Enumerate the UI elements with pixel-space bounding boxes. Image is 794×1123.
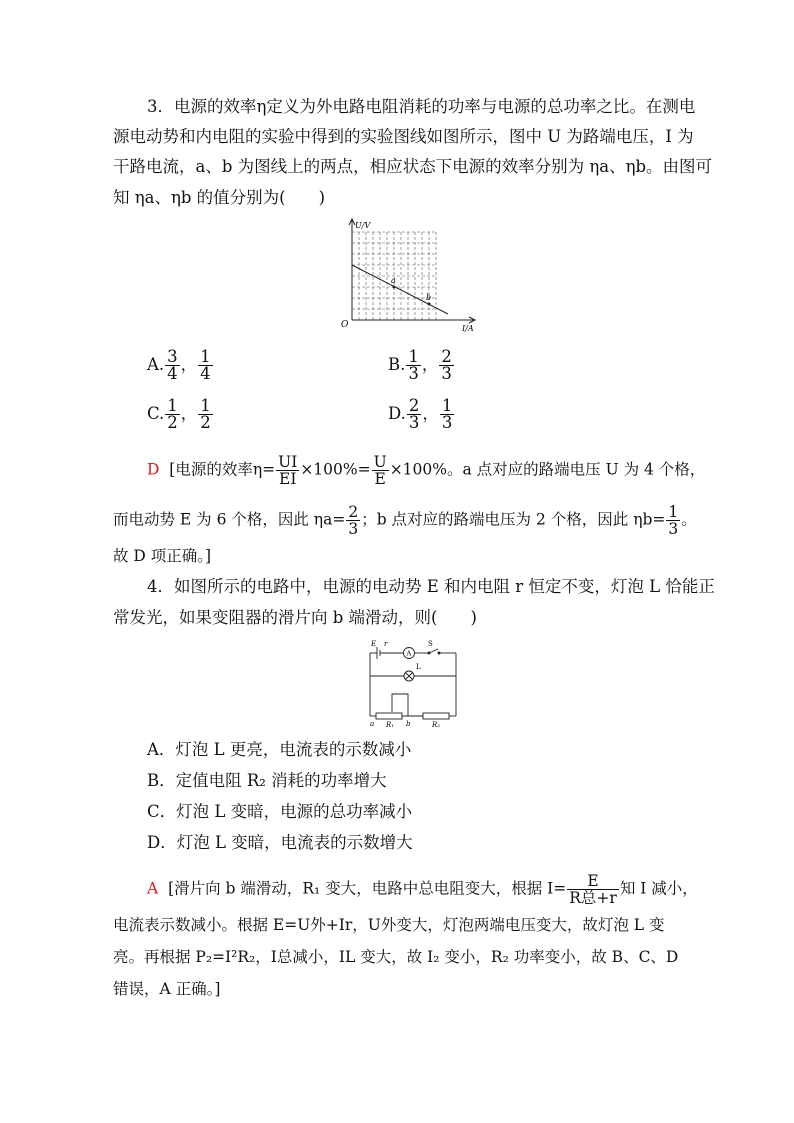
fraction: $\frac{UI}{EI}$: [278, 453, 298, 488]
x-axis-label: I/A: [462, 324, 474, 333]
label-ammeter: A: [406, 649, 412, 658]
ui-line: [352, 265, 448, 314]
fraction: $\frac{3}{4}$: [167, 347, 178, 383]
q3-option-b[interactable]: B. $\frac{1}{3}$ ， $\frac{2}{3}$: [388, 347, 452, 383]
label-e: E: [371, 640, 377, 648]
option-letter: D.: [388, 404, 406, 423]
origin-label: O: [341, 320, 349, 330]
q4-circuit-diagram: [362, 636, 466, 728]
q4-option-d[interactable]: D．灯泡 L 变暗，电流表的示数增大: [147, 833, 413, 852]
fraction: $\frac{E}{\text{R总+r}}$: [569, 872, 617, 907]
q3-stem-line-1: 3．电源的效率η定义为外电路电阻消耗的功率与电源的总功率之比。在测电: [147, 97, 696, 116]
point-a-label: a: [391, 276, 396, 285]
fraction: $\frac{1}{2}$: [167, 396, 178, 432]
q3-stem-line-4: 知 ηa、ηb 的值分别为( ): [113, 188, 326, 207]
fraction: $\frac{1}{3}$: [408, 347, 419, 383]
fraction: $\frac{1}{2}$: [200, 396, 211, 432]
q4-stem-line-1: 4．如图所示的电路中，电源的电动势 E 和内电阻 r 恒定不变，灯泡 L 恰能正: [147, 577, 715, 596]
fraction: $\frac{2}{3}$: [441, 347, 452, 383]
label-l: L: [416, 663, 421, 671]
fraction: $\frac{2}{3}$: [408, 396, 420, 432]
label-r2: R₂: [432, 721, 441, 728]
fraction: $\frac{1}{4}$: [200, 347, 211, 383]
fraction: $\frac{1}{3}$: [441, 396, 453, 432]
option-letter: A.: [147, 355, 165, 374]
q3-stem-line-2: 源电动势和内电阻的实验中得到的实验图线如图所示，图中 U 为路端电压，I 为: [113, 127, 694, 146]
q3-solution-line-1: D [电源的效率η= $\frac{UI}{EI}$ ×100%= $\frac{U}{E}$ ×100%。a 点对应的路端电压 U 为 4 个格，: [147, 453, 706, 488]
fraction: $\frac{1}{3}$: [668, 503, 679, 538]
label-b: b: [406, 720, 411, 728]
q3-option-d[interactable]: D. $\frac{2}{3}$ ， $\frac{1}{3}$: [388, 396, 453, 432]
point-b-label: b: [426, 293, 432, 302]
point-a: [393, 286, 396, 289]
q3-solution-line-2: 而电动势 E 为 6 个格，因此 ηa= $\frac{2}{3}$ ；b 点对应的路端电压为 2 个格，因此 ηb= $\frac{1}{3}$ 。: [113, 503, 697, 538]
fraction: $\frac{U}{E}$: [373, 453, 387, 488]
q3-solution-line-3: 故 D 项正确。]: [113, 547, 212, 565]
q4-solution-line-1: A [滑片向 b 端滑动，R₁ 变大，电路中总电阻变大，根据 I= $\frac{E}{\text{R总+r}}$ 知 I 减小，: [147, 872, 698, 907]
label-r: r: [384, 640, 388, 648]
q4-option-a[interactable]: A．灯泡 L 更亮，电流表的示数减小: [147, 740, 412, 759]
label-r1: R₁: [386, 721, 395, 728]
q4-answer-letter: A: [147, 879, 159, 898]
q4-option-b[interactable]: B．定值电阻 R₂ 消耗的功率增大: [147, 771, 387, 790]
option-letter: B.: [388, 355, 406, 374]
q3-option-a[interactable]: A. $\frac{3}{4}$ ， $\frac{1}{4}$: [147, 347, 211, 383]
switch: [429, 649, 438, 653]
y-axis-label: U/V: [355, 221, 371, 230]
q3-ui-graph: [338, 216, 488, 336]
q3-stem-line-3: 干路电流，a、b 为图线上的两点，相应状态下电源的效率分别为 ηa、ηb。由图可: [113, 157, 713, 176]
rheostat-r1: [376, 713, 402, 719]
q4-solution-line-4: 错误，A 正确。]: [113, 980, 221, 998]
q3-answer-letter: D: [147, 460, 160, 479]
q3-option-c[interactable]: C. $\frac{1}{2}$ ， $\frac{1}{2}$: [147, 396, 211, 432]
point-b: [428, 303, 431, 306]
q4-stem-line-2: 常发光，如果变阻器的滑片向 b 端滑动，则( ): [113, 608, 477, 627]
q4-option-c[interactable]: C．灯泡 L 变暗，电源的总功率减小: [147, 802, 413, 821]
label-a: a: [370, 720, 375, 728]
option-letter: C.: [147, 404, 165, 423]
resistor-r2: [423, 713, 449, 719]
fraction: $\frac{2}{3}$: [348, 503, 359, 538]
label-s: S: [428, 640, 433, 648]
q4-solution-line-3: 亮。再根据 P₂=I²R₂，I总减小，IL 变大，故 I₂ 变小，R₂ 功率变小，故 B、C、D: [113, 948, 679, 966]
q4-solution-line-2: 电流表示数减小。根据 E=U外+Ir，U外变大，灯泡两端电压变大，故灯泡 L 变: [113, 916, 665, 934]
